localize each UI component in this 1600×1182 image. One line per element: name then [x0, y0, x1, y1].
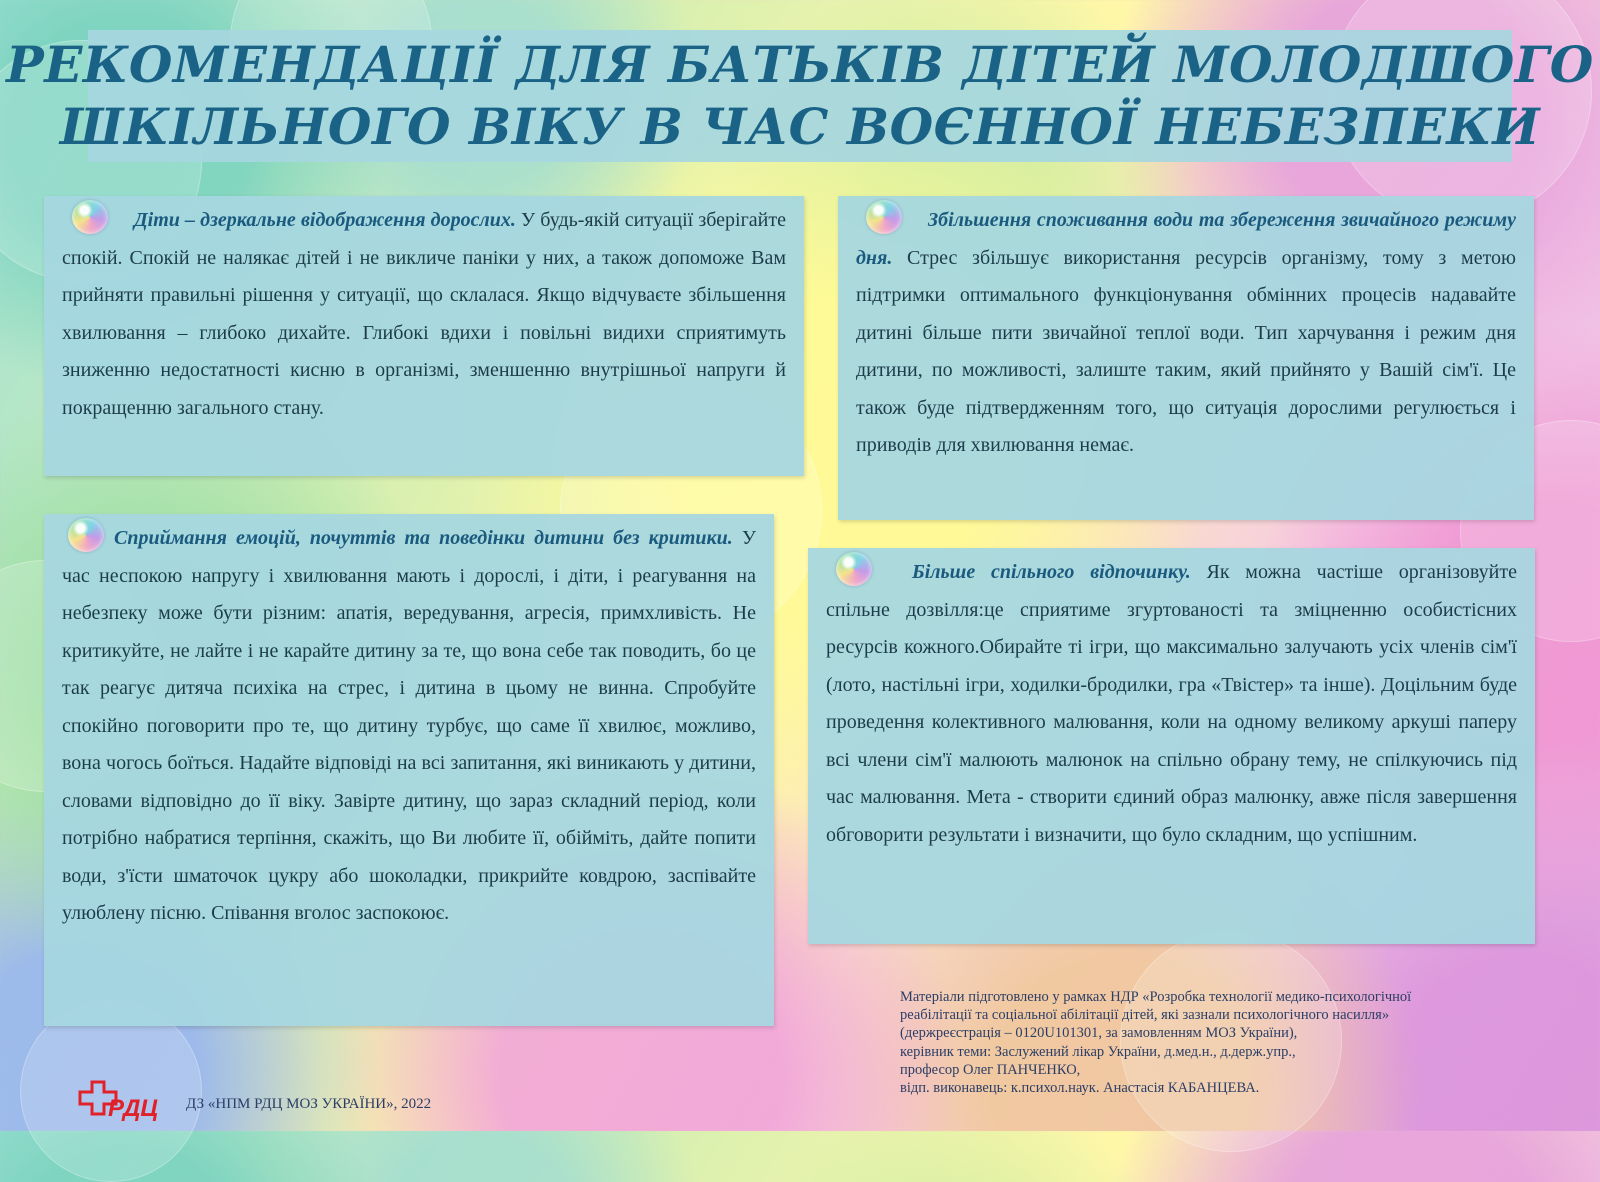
card-paragraph [826, 552, 1517, 854]
soap-bubble-icon [866, 200, 902, 234]
recommendation-card-calm [44, 196, 804, 476]
soap-bubble-icon [72, 200, 108, 234]
card-lead: Сприймання емоцій, почуттів та поведінки дитини без критики. [114, 527, 733, 549]
title-line-2: ШКІЛЬНОГО ВІКУ В ЧАС ВОЄННОЇ НЕБЕЗПЕКИ [59, 97, 1541, 156]
soap-bubble-icon [836, 552, 872, 586]
card-paragraph [62, 200, 786, 427]
poster-title [6, 30, 1594, 162]
card-text: Стрес збільшує використання ресурсів організму, тому з метою підтримки оптимального функціонування обмінних процесів надавайте дитині більше пити звичайної теплої води. Тип харчування і режим дня дитини, по можливості, залиште таким, який прийнято у Вашій сім'ї. Це також буде підтвердженням того, що ситуація дорослими регулюється і приводів для хвилювання немає. [856, 246, 1516, 456]
rdc-logo [78, 1080, 174, 1122]
soap-bubble-icon [68, 518, 104, 552]
recommendation-card-leisure [808, 548, 1535, 944]
card-text: Як можна частіше організовуйте спільне дозвілля:це сприятиме згуртованості та зміцненню особистісних ресурсів кожного.Обирайте ті ігри, що максимально залучають усіх членів сім'ї (лото, настільні ігри, ходилки-бродилки, гра «Твістер» та інше). Доцільним буде проведення колективного малювання, коли на одному великому аркуші паперу всі члени сім'ї малюють малюнок на спільно обрану тему, не спілкуючись під час малювання. Мета - створити єдиний образ малюнку, авже після завершення обговорити результати і визначити, що було складним, що успішним. [826, 561, 1517, 846]
credits-line: відп. виконавець: к.психол.наук. Анастасія КАБАНЦЕВА. [900, 1080, 1260, 1097]
recommendation-card-emotions [44, 514, 774, 1026]
title-line-1: РЕКОМЕНДАЦІЇ ДЛЯ БАТЬКІВ ДІТЕЙ МОЛОДШОГО [6, 35, 1594, 94]
card-lead: Більше спільного відпочинку. [912, 561, 1191, 583]
credits-line: реабілітації та соціальної абілітації дітей, які зазнали психологічного насилля» [900, 1007, 1390, 1024]
card-lead: Діти – дзеркальне відображення дорослих. [134, 209, 516, 231]
credits-line: професор Олег ПАНЧЕНКО, [900, 1061, 1081, 1078]
recommendation-card-water [838, 196, 1534, 520]
card-lead: Збільшення споживання води та збереження звичайного режиму дня. [856, 209, 1516, 269]
credits-line: керівник теми: Заслужений лікар України, д.мед.н., д.держ.упр., [900, 1043, 1296, 1060]
credits-block [900, 988, 1580, 1097]
credits-line: Матеріали підготовлено у рамках НДР «Розробка технології медико-психологічної [900, 989, 1412, 1005]
card-text: У час неспокою напругу і хвилювання мають і дорослі, і діти, і реагування на небезпеку може бути різним: апатія, вередування, агресія, примхливість. Не критикуйте, не лайте і не карайте дитину за те, що вона себе так поводить, бо це так реагує дитяча психіка на стрес, і дитина в цьому не винна. Спробуйте спокійно поговорити про те, що дитину турбує, що саме її хвилює, можливо, вона чогось боїться. Надайте відповіді на всі запитання, які виникають у дитини, словами відповідно до її віку. Завірте дитину, що зараз складний період, коли потрібно набратися терпіння, скажіть, що Ви любите її, обійміть, дайте попити води, з'їсти шматочок цукру або шоколадки, прикрийте ковдрою, заспівайте улюблену пісню. Співання вголос заспокоює. [62, 527, 756, 924]
card-paragraph [856, 200, 1516, 465]
card-paragraph [62, 518, 756, 933]
credits-line: (держреєстрація – 0120U101301, за замовленням МОЗ України), [900, 1025, 1298, 1042]
footer-organization: ДЗ «НПМ РДЦ МОЗ УКРАЇНИ», 2022 [186, 1096, 432, 1112]
card-text: У будь-якій ситуації зберігайте спокій. Спокій не налякає дітей і не викличе паніки у них, а також допоможе Вам прийняти правильні рішення у ситуації, що склалася. Якщо відчуваєте збільшення хвилювання – глибоко дихайте. Глибокі вдихи і повільні видихи сприятимуть зниженню недостатності кисню в організмі, зменшенню внутрішньої напруги й покращенню загального стану. [62, 209, 786, 419]
logo-text: РДЦ [108, 1095, 158, 1122]
